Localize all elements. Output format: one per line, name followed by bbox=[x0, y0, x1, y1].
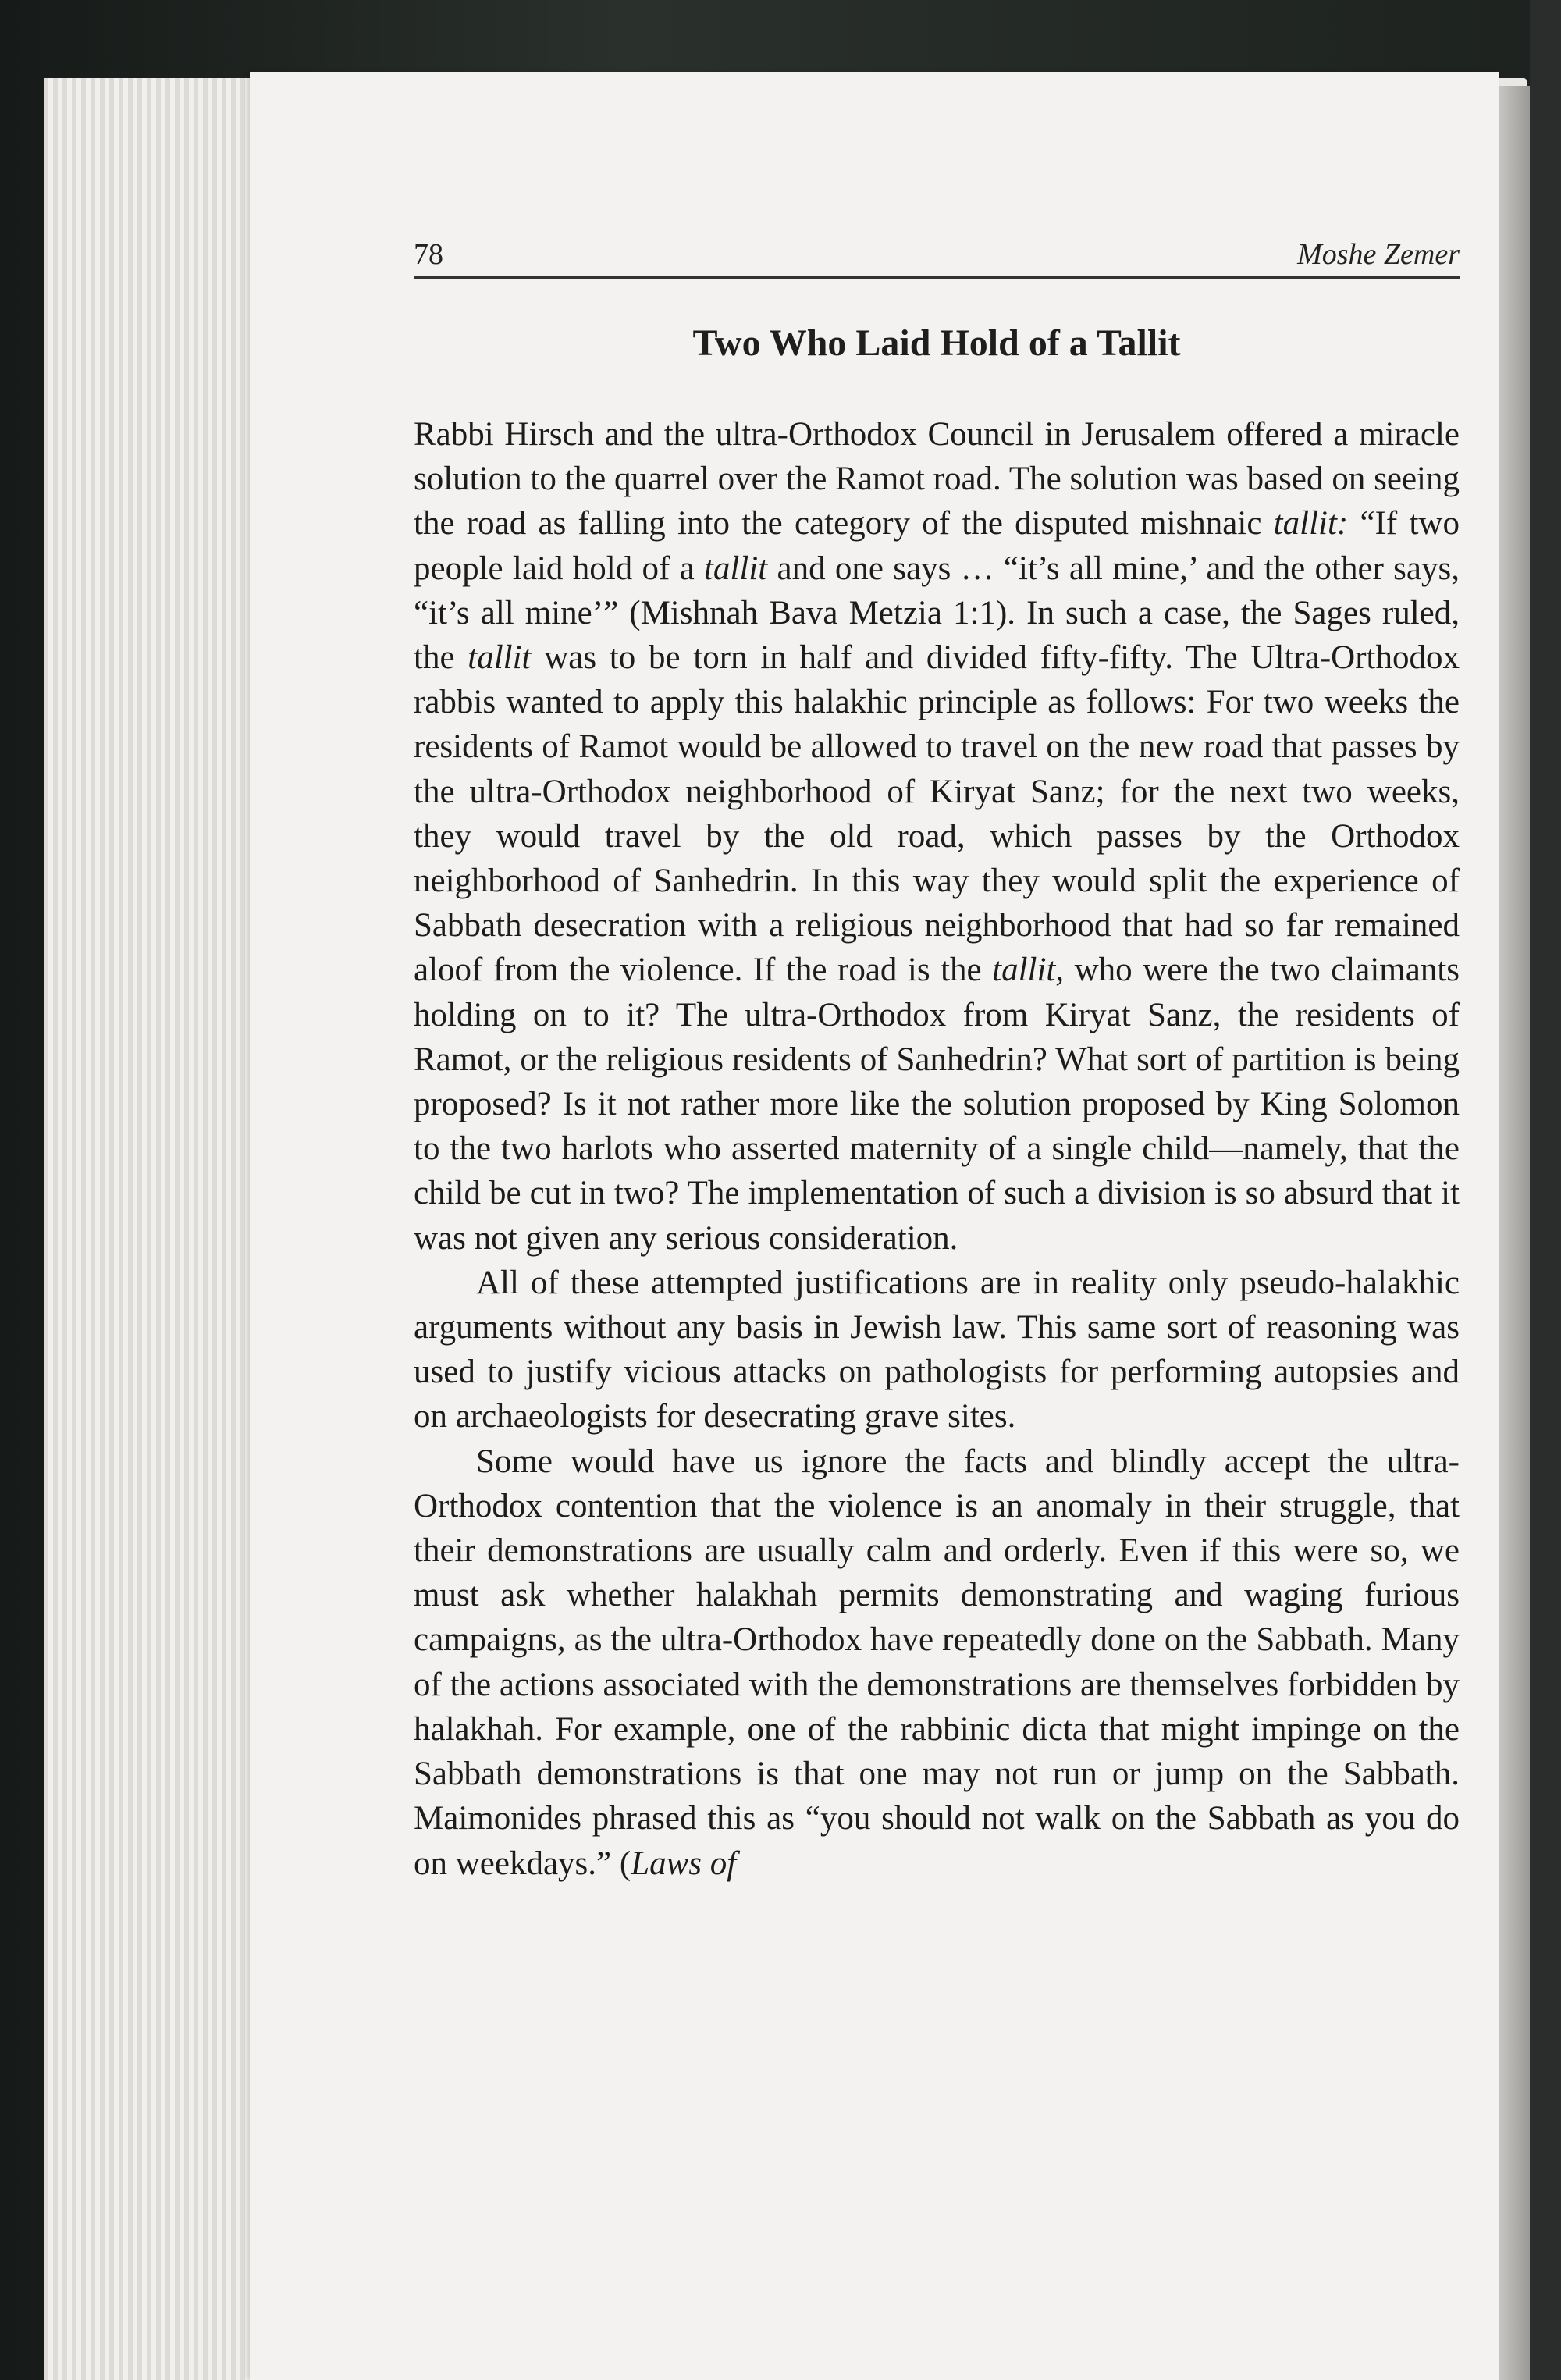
body-text bbox=[414, 412, 1460, 1886]
p1-text-4: was to be torn in half and divided fifty-fifty. The Ultra-Orthodox rabbis wanted to apply this halakhic principle as follows: For two weeks the residents of Ramot would be allowed to travel on the new road that passes by the ultra-Orthodox neighborhood of Kiryat Sanz; for the next two weeks, they would travel by the old road, which passes by the Orthodox neighborhood of Sanhedrin. In this way they would split the experience of Sabbath desecration with a religious neighborhood that had so far remained aloof from the violence. If the road is the bbox=[414, 639, 1460, 989]
p1-text-1: Rabbi Hirsch and the ultra-Orthodox Council in Jerusalem offered a miracle solution to the quarrel over the Ramot road. The solution was based on seeing the road as falling into the category of the disputed mishnaic bbox=[414, 416, 1460, 543]
running-head-author: Moshe Zemer bbox=[1297, 238, 1460, 271]
header-rule bbox=[414, 276, 1460, 279]
book-clip bbox=[1530, 0, 1561, 2380]
paragraph-1 bbox=[414, 412, 1460, 1261]
page-number: 78 bbox=[414, 238, 443, 271]
p1-text-2: “If two people laid hold of a bbox=[414, 505, 1460, 587]
p1-italic-4: tallit, bbox=[992, 952, 1065, 989]
paragraph-3 bbox=[414, 1439, 1460, 1886]
p1-text-3: and one says … “it’s all mine,’ and the other says, “it’s all mine’” (Mishnah Bava Metzia 1:1). In such a case, the Sages ruled, the bbox=[414, 550, 1460, 677]
p3-text-1: Some would have us ignore the facts and blindly accept the ultra-Orthodox contention that the violence is an anomaly in their struggle, that their demonstrations are usually calm and orderly. Even if this were so, we must ask whether halakhah permits demonstrating and waging furious campaigns, as the ultra-Orthodox have repeatedly done on the Sabbath. Many of the actions associated with the demonstrations are themselves forbidden by halakhah. For example, one of the rabbinic dicta that might impinge on the Sabbath demonstrations is that one may not run or jump on the Sabbath. Maimonides phrased this as “you should not walk on the Sabbath as you do on weekdays.” ( bbox=[414, 1443, 1460, 1882]
p3-italic-1: Laws of bbox=[631, 1845, 737, 1882]
section-title: Two Who Laid Hold of a Tallit bbox=[692, 322, 1181, 364]
page-curl-shadow bbox=[1499, 86, 1530, 2380]
p1-text-5: who were the two claimants holding on to it? The ultra-Orthodox from Kiryat Sanz, the residents of Ramot, or the religious residents of Sanhedrin? What sort of partition is being proposed? Is it not rather more like the solution proposed by King Solomon to the two harlots who asserted maternity of a single child—namely, that the child be cut in two? The implementation of such a division is so absurd that it was not given any serious consideration. bbox=[414, 952, 1460, 1257]
running-header bbox=[414, 234, 1460, 281]
p1-italic-3: tallit bbox=[468, 639, 532, 677]
page-edges bbox=[44, 78, 254, 2380]
p1-italic-1: tallit: bbox=[1273, 505, 1349, 543]
p1-italic-2: tallit bbox=[703, 550, 768, 587]
paragraph-2: All of these attempted justifications are in reality only pseudo-halakhic arguments without any basis in Jewish law. This same sort of reasoning was used to justify vicious attacks on pathologists for performing autopsies and on archaeologists for desecrating grave sites. bbox=[414, 1264, 1460, 1435]
